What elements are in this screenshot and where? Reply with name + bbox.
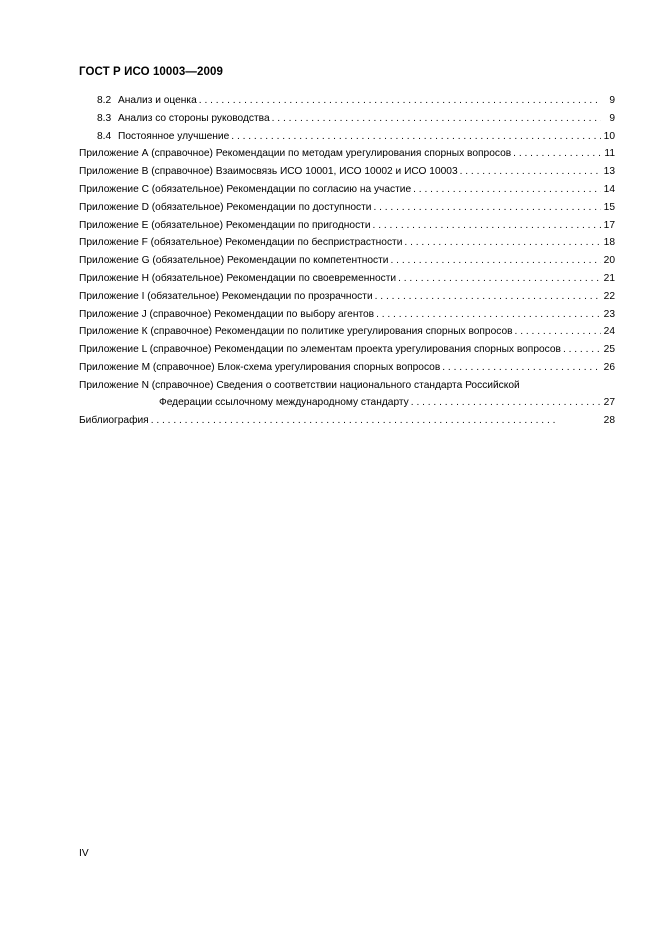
toc-entry-annex-m[interactable] xyxy=(79,359,615,377)
leader-dots xyxy=(149,412,601,430)
toc-entry-page: 13 xyxy=(603,166,615,178)
toc-entry-8-2[interactable] xyxy=(79,92,615,110)
toc-entry-annex-b[interactable] xyxy=(79,163,615,181)
leader-dots xyxy=(197,92,601,110)
toc-entry-page: 27 xyxy=(603,396,615,408)
toc-entry-page: 22 xyxy=(603,290,615,302)
toc-entry-title: Приложение М (справочное) Блок-схема урегулирования спорных вопросов xyxy=(79,361,441,373)
toc-entry-annex-e[interactable] xyxy=(79,217,615,235)
toc-entry-annex-n[interactable] xyxy=(79,377,615,394)
toc-entry-title: Приложение К (справочное) Рекомендации по политике урегулирования спорных вопросов xyxy=(79,326,513,338)
toc-entry-title: Приложение F (обязательное) Рекомендации по беспристрастности xyxy=(79,237,403,249)
toc-entry-annex-d[interactable] xyxy=(79,199,615,217)
toc-entry-page: 20 xyxy=(603,255,615,267)
leader-dots xyxy=(402,234,601,252)
leader-dots xyxy=(440,359,601,377)
toc-entry-page: 21 xyxy=(603,272,615,284)
toc-entry-title: Приложение В (справочное) Взаимосвязь ИСО 10001, ИСО 10002 и ИСО 10003 xyxy=(79,166,458,178)
leader-dots xyxy=(371,217,601,235)
toc-entry-annex-a[interactable] xyxy=(79,145,615,163)
toc-entry-annex-j[interactable] xyxy=(79,306,615,324)
toc-entry-page: 17 xyxy=(603,219,615,231)
toc-entry-annex-c[interactable] xyxy=(79,181,615,199)
toc-entry-annex-h[interactable] xyxy=(79,270,615,288)
toc-entry-bibliography[interactable] xyxy=(79,412,615,430)
toc-entry-title: Приложение D (обязательное) Рекомендации по доступности xyxy=(79,201,372,213)
document-header: ГОСТ Р ИСО 10003—2009 xyxy=(79,66,224,78)
toc-entry-number: 8.4 xyxy=(97,130,112,142)
toc-entry-title: Приложение J (справочное) Рекомендации по выбору агентов xyxy=(79,308,375,320)
toc-entry-page: 28 xyxy=(603,415,615,427)
leader-dots xyxy=(371,199,601,217)
toc-entry-title: Приложение А (справочное) Рекомендации по методам урегулирования спорных вопросов xyxy=(79,148,512,160)
leader-dots xyxy=(270,110,601,128)
leader-dots xyxy=(389,252,602,270)
toc-entry-page: 15 xyxy=(603,201,615,213)
leader-dots xyxy=(373,288,601,306)
leader-dots xyxy=(511,145,601,163)
toc-entry-title: Анализ и оценка xyxy=(118,95,197,106)
toc-entry-title: Анализ со стороны руководства xyxy=(118,112,270,124)
toc-entry-annex-k[interactable] xyxy=(79,323,615,341)
leader-dots xyxy=(409,394,601,413)
leader-dots xyxy=(396,270,601,288)
toc-entry-title: Библиография xyxy=(79,415,149,427)
toc-entry-annex-i[interactable] xyxy=(79,288,615,306)
toc-entry-page: 14 xyxy=(603,183,615,195)
leader-dots xyxy=(561,341,601,359)
toc-entry-page: 25 xyxy=(603,344,615,356)
toc-entry-title: Приложение L (справочное) Рекомендации по элементам проекта урегулирования спорных вопросов xyxy=(79,344,561,356)
toc-entry-8-4[interactable] xyxy=(79,128,615,146)
toc-entry-number: 8.3 xyxy=(97,112,112,124)
toc-entry-title-continuation: Федерации ссылочному международному стандарту xyxy=(159,396,409,408)
toc-entry-page: 11 xyxy=(604,148,615,160)
toc-entry-title: Приложение Е (обязательное) Рекомендации по пригодности xyxy=(79,219,371,231)
leader-dots xyxy=(229,128,601,146)
toc-entry-page: 24 xyxy=(603,326,615,338)
toc-entry-page: 10 xyxy=(603,130,615,142)
toc-entry-number: 8.2 xyxy=(97,95,112,106)
toc-entry-8-3[interactable] xyxy=(79,110,615,128)
table-of-contents xyxy=(79,92,615,430)
toc-entry-page: 18 xyxy=(603,237,615,249)
leader-dots xyxy=(411,181,601,199)
toc-entry-title: Приложение I (обязательное) Рекомендации по прозрачности xyxy=(79,290,373,302)
toc-entry-annex-n-continuation[interactable] xyxy=(79,394,615,413)
leader-dots xyxy=(458,163,601,181)
toc-entry-title: Постоянное улучшение xyxy=(118,130,230,142)
toc-entry-title: Приложение G (обязательное) Рекомендации по компетентности xyxy=(79,255,389,267)
page-number: IV xyxy=(79,848,89,859)
toc-entry-annex-f[interactable] xyxy=(79,234,615,252)
toc-entry-page: 26 xyxy=(603,361,615,373)
toc-entry-title: Приложение Н (обязательное) Рекомендации по своевременности xyxy=(79,272,397,284)
toc-entry-annex-g[interactable] xyxy=(79,252,615,270)
toc-entry-title: Приложение С (обязательное) Рекомендации по согласию на участие xyxy=(79,183,412,195)
toc-entry-page: 23 xyxy=(603,308,615,320)
toc-entry-annex-l[interactable] xyxy=(79,341,615,359)
toc-entry-page: 9 xyxy=(609,112,615,124)
toc-entry-title: Приложение N (справочное) Сведения о соответствии национального стандарта Российской xyxy=(79,379,520,391)
toc-entry-page: 9 xyxy=(609,95,615,106)
leader-dots xyxy=(374,306,601,324)
leader-dots xyxy=(513,323,601,341)
